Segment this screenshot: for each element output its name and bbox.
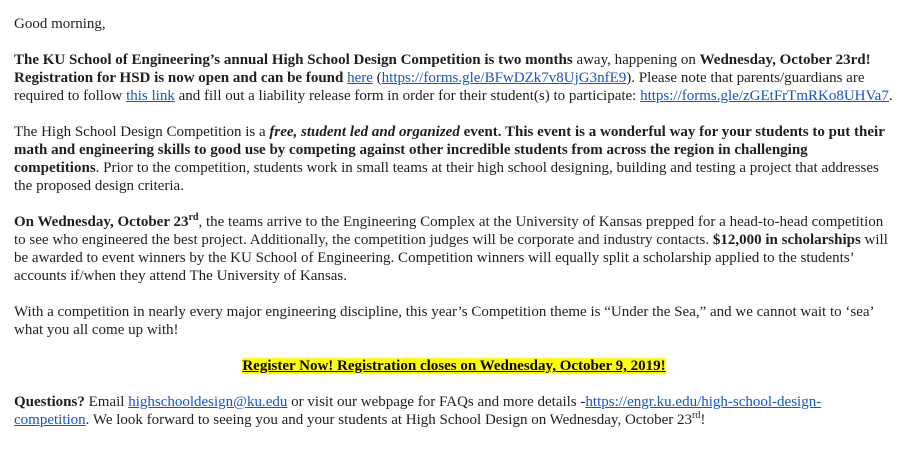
questions-text-4: !	[700, 412, 706, 428]
paragraph-description	[14, 123, 894, 195]
greeting: Good morning,	[14, 16, 106, 32]
here-link[interactable]: here	[347, 70, 373, 86]
paragraph-theme: With a competition in nearly every major engineering discipline, this year’s Competition theme is “Under the Sea,” and we cannot wait to ‘sea’ what you all come up with!	[14, 304, 874, 338]
announcement-text-1: away, happening on	[572, 52, 700, 68]
webpage-link[interactable]: https://engr.ku.edu/high-school-design-competition	[14, 394, 822, 428]
register-cta	[14, 357, 894, 375]
paragraph-event-day	[14, 213, 894, 285]
announcement-bold-2: Wednesday, October 23rd! Registration for HSD is now open and can be found	[14, 52, 871, 86]
announcement-text-6: .	[888, 88, 893, 104]
description-bold: event. This event is a wonderful way for your students to put their math and engineering skills to good use by competing against other incredible students from across the region in challenging competitions	[14, 124, 885, 176]
questions-text-2: or visit our webpage for FAQs and more details -	[287, 394, 586, 410]
announcement-text-5: and fill out a liability release form in order for their student(s) to participate:	[174, 88, 641, 104]
description-text-1: The High School Design Competition is a	[14, 124, 270, 140]
announcement-text-4: ). Please note that parents/guardians are required to follow	[14, 70, 865, 104]
event-day-bold	[14, 214, 198, 230]
announcement-text-3: (	[372, 70, 382, 86]
description-bold-italic: free, student led and organized	[269, 124, 460, 140]
questions-date-sup: rd	[692, 410, 701, 421]
description-text-2: . Prior to the competition, students work in small teams at their high school designing, building and testing a project that addresses the proposed design criteria.	[14, 160, 879, 194]
questions-text-3: . We look forward to seeing you and your students at High School Design on Wednesday, October 23	[85, 412, 693, 428]
event-day-date-sup: rd	[188, 212, 199, 223]
scholarship-amount: $12,000 in scholarships	[712, 232, 861, 248]
event-day-date: On Wednesday, October 23	[14, 214, 189, 230]
questions-label: Questions?	[14, 394, 85, 410]
liability-form-link[interactable]: https://forms.gle/zGEtFrTmRKo8UHVa7	[640, 88, 889, 104]
announcement-bold-1: The KU School of Engineering’s annual High School Design Competition is two months	[14, 52, 573, 68]
registration-form-link[interactable]: https://forms.gle/BFwDZk7v8UjG3nfE9	[381, 70, 627, 86]
event-day-text-1: , the teams arrive to the Engineering Complex at the University of Kansas prepped for a head-to-head competition to see who engineered the best project. Additionally, the competition judges will be corporate and industry contacts.	[14, 214, 884, 248]
register-cta-text[interactable]: Register Now! Registration closes on Wednesday, October 9, 2019!	[242, 358, 666, 374]
paragraph-questions	[14, 393, 894, 429]
this-link[interactable]: this link	[126, 88, 175, 104]
paragraph-announcement	[14, 51, 894, 105]
email-link[interactable]: highschooldesign@ku.edu	[128, 394, 288, 410]
event-day-text-2: will be awarded to event winners by the KU School of Engineering. Competition winners will equally split a scholarship applied to the students’ accounts if/when they attend The University of Kansas.	[14, 232, 888, 284]
questions-text-1: Email	[84, 394, 129, 410]
